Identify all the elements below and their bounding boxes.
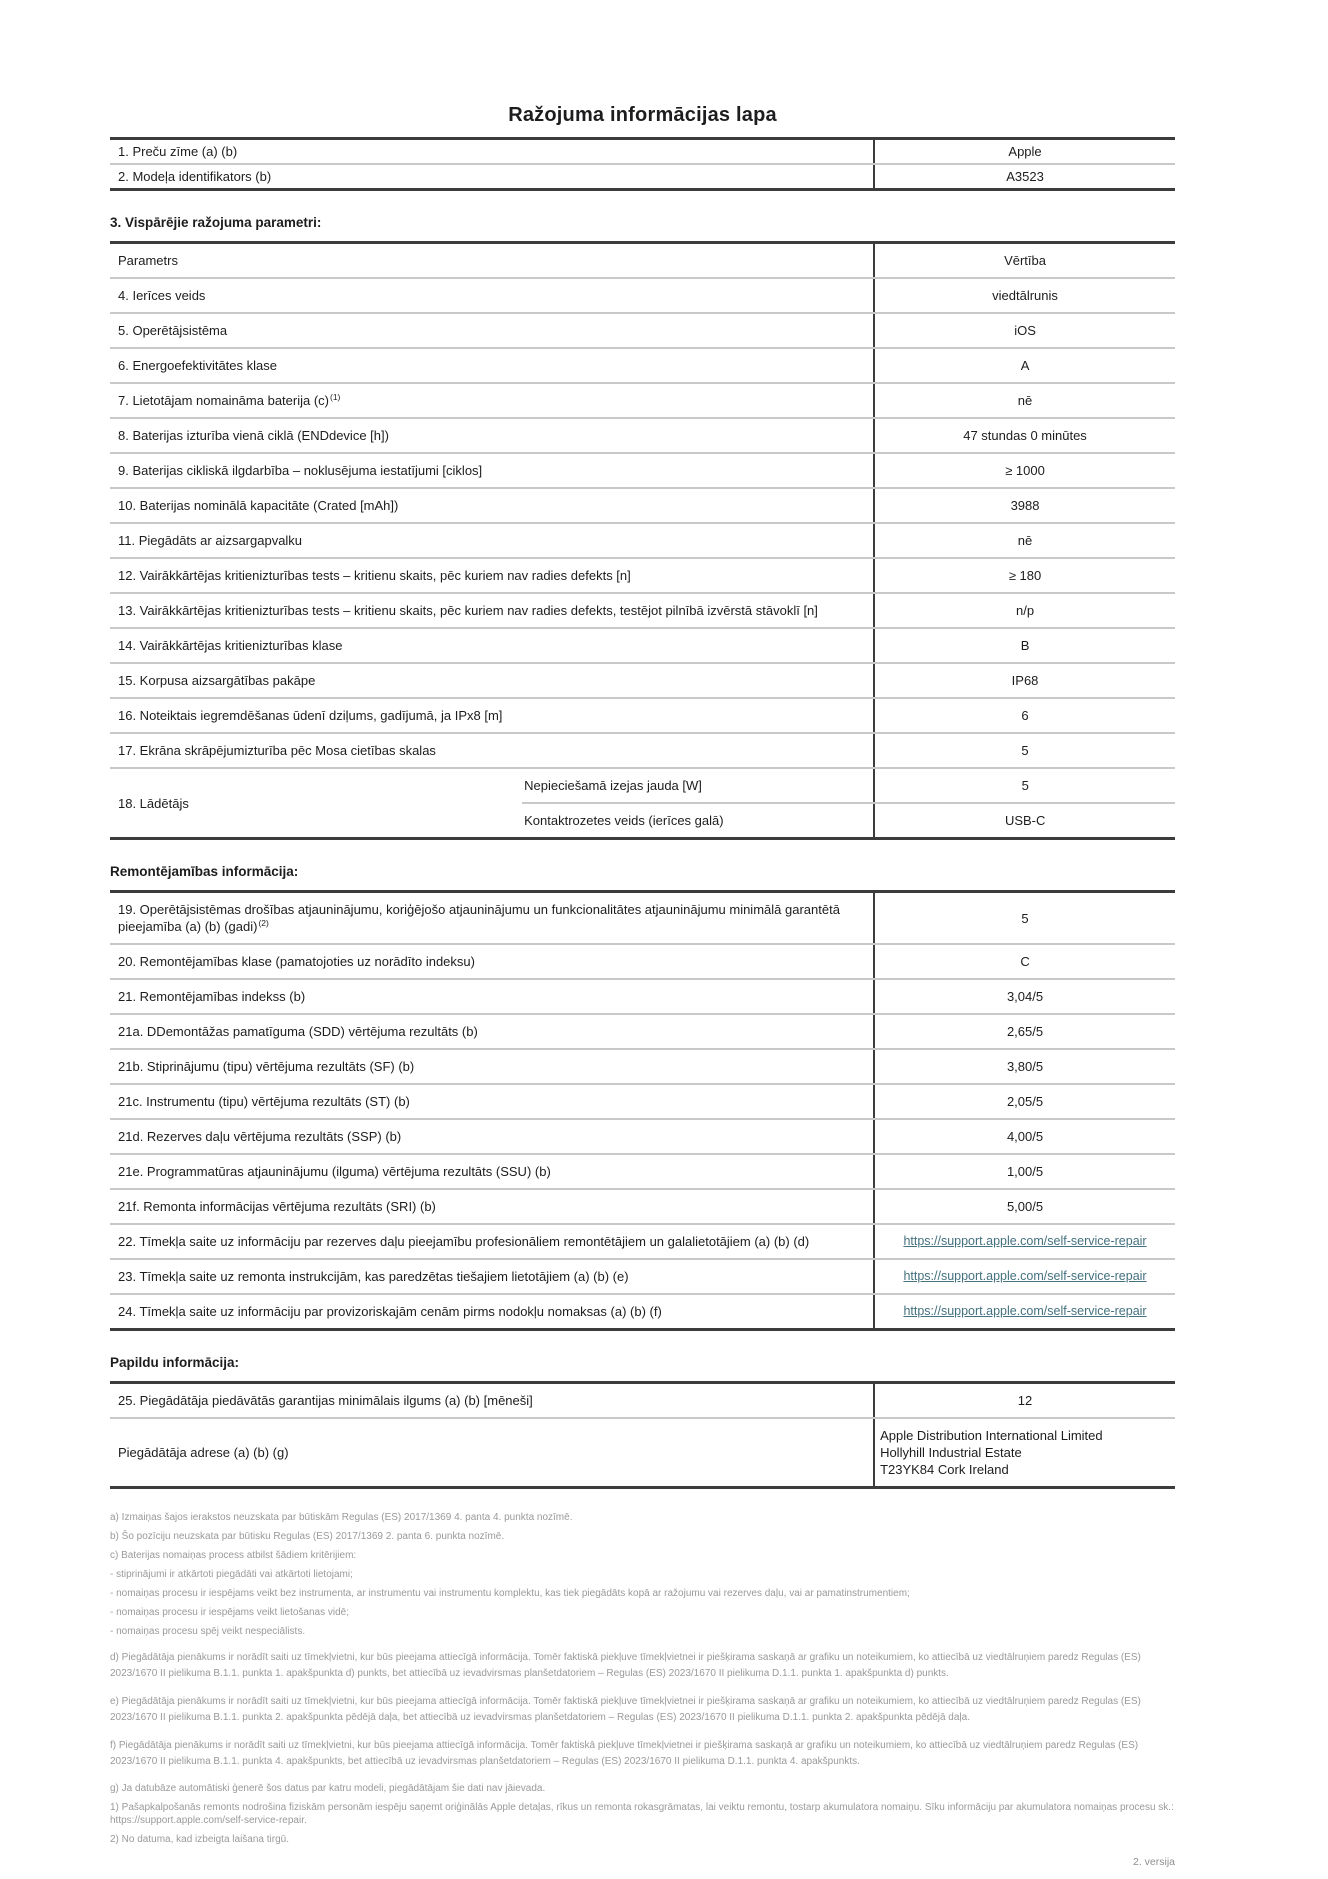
row-label: 20. Remontējamības klase (pamatojoties uz norādīto indeksu) <box>118 954 475 969</box>
footnote-line: 1) Pašapkalpošanās remonts nodrošina fiziskām personām iespēju saņemt oriģinālās Apple detaļas, rīkus un remonta rokasgrāmatas, lai veiktu remontu, tostarp akumulatora nomaiņu. Sīku informāciju par akumulatora nomaiņas procesu sk.: https://support.apple.com/self-service-repair. <box>110 1802 1174 1826</box>
table-row <box>110 697 1175 732</box>
table-row <box>110 1258 1175 1293</box>
footnote-line: e) Piegādātāja pienākums ir norādīt saiti uz tīmekļvietni, kur būs pieejama attiecīgā informācija. Tomēr faktiskā piekļuve tīmekļvietnei ir piešķirama saskaņā ar grafiku un noteikumiem, ko attiecībā uz viedtālruņiem paredz Regulas (ES) 2023/1670 II pielikuma B.1.1. punkta 2. apakšpunkta pēdējā daļa, bet attiecībā uz ievadvirsmas planšetdatoriem – Regulas (ES) 2023/1670 II pielikuma D.1.1. punkta 2. apakšpunkta pēdējā daļa. <box>110 1696 1141 1723</box>
table-row <box>110 347 1175 382</box>
additional-info-table <box>110 1381 1175 1489</box>
footnote-line: b) Šo pozīciju neuzskata par būtisku Regulas (ES) 2017/1369 2. panta 6. punkta nozīmē. <box>110 1531 505 1542</box>
address-line: Hollyhill Industrial Estate <box>880 1445 1022 1460</box>
table-row <box>110 1013 1175 1048</box>
footnotes <box>110 1511 1175 1846</box>
row-label-cell <box>110 1120 873 1153</box>
row-value-cell: IP68 <box>873 664 1175 697</box>
support-link[interactable]: https://support.apple.com/self-service-repair <box>903 1269 1147 1283</box>
footnote-line: f) Piegādātāja pienākums ir norādīt saiti uz tīmekļvietni, kur būs pieejama attiecīgā informācija. Tomēr faktiskā piekļuve tīmekļvietnei ir piešķirama saskaņā ar grafiku un noteikumiem, ko attiecībā uz viedtālruņiem paredz Regulas (ES) 2023/1670 II pielikuma B.1.1. punkta 4. apakšpunkts, bet attiecībā uz ievadvirsmas planšetdatoriem – Regulas (ES) 2023/1670 II pielikuma D.1.1. punkta 4. apakšpunkts. <box>110 1740 1139 1767</box>
row-label: 19. Operētājsistēmas drošības atjauninājumu, koriģējošo atjauninājumu un funkcionalitātes atjauninājumu minimālā garantētā pieejamība (a) (b) (gadi)$^{(2)}$ <box>118 902 840 934</box>
row-label: 16. Noteiktais iegremdēšanas ūdenī dziļums, gadījumā, ja IPx8 [m] <box>118 708 503 723</box>
general-parameters-table <box>110 241 1175 840</box>
table-row <box>110 1223 1175 1258</box>
product-info-sheet <box>110 0 1175 1868</box>
row-label: 7. Lietotājam nomaināma baterija (c)$^{(1)}$ <box>118 391 341 408</box>
row-label-cell <box>110 524 873 557</box>
row-label-cell <box>110 1419 873 1486</box>
footnote-line: - stiprinājumi ir atkārtoti piegādāti vai atkārtoti lietojami; <box>110 1569 353 1580</box>
footnote-line: a) Izmaiņas šajos ierakstos neuzskata par būtiskām Regulas (ES) 2017/1369 4. panta 4. punkta nozīmē. <box>110 1512 573 1523</box>
row-label-cell <box>110 1295 873 1328</box>
repairability-table <box>110 890 1175 1331</box>
row-label: 25. Piegādātāja piedāvātās garantijas minimālais ilgums (a) (b) [mēneši] <box>118 1393 533 1408</box>
row-label-cell <box>110 893 873 943</box>
table-row <box>110 1293 1175 1328</box>
row-label-cell <box>110 419 873 452</box>
identification-table <box>110 137 1175 191</box>
table-row <box>110 732 1175 767</box>
row-label-cell <box>110 1085 873 1118</box>
row-label-cell <box>110 1260 873 1293</box>
row-label-cell <box>110 629 873 662</box>
table-row <box>110 1048 1175 1083</box>
footnote-line: - nomaiņas procesu ir iespējams veikt lietošanas vidē; <box>110 1607 349 1618</box>
row-label: 5. Operētājsistēma <box>118 323 228 338</box>
section-heading-repair: Remontējamības informācija: <box>110 864 299 879</box>
footnote-line: g) Ja datubāze automātiski ģenerē šos datus par katru modeli, piegādātājam šie dati nav jāievada. <box>110 1783 546 1794</box>
row-value-cell: viedtālrunis <box>873 279 1175 312</box>
row-label: 22. Tīmekļa saite uz informāciju par rezerves daļu pieejamību profesionāliem remontētājiem un galalietotājiem (a) (b) (d) <box>118 1234 810 1249</box>
table-row <box>110 1417 1175 1486</box>
row-label-cell <box>110 664 873 697</box>
row-label: 6. Energoefektivitātes klase <box>118 358 277 373</box>
row-label: 15. Korpusa aizsargātības pakāpe <box>118 673 316 688</box>
row-value-cell: 3,04/5 <box>873 980 1175 1013</box>
column-header-param: Parametrs <box>118 253 178 268</box>
row-label: 21a. DDemontāžas pamatīguma (SDD) vērtējuma rezultāts (b) <box>118 1024 478 1039</box>
row-label-cell <box>110 980 873 1013</box>
footnote-line: d) Piegādātāja pienākums ir norādīt saiti uz tīmekļvietni, kur būs pieejama attiecīgā informācija. Tomēr faktiskā piekļuve tīmekļvietnei ir piešķirama saskaņā ar grafiku un noteikumiem, ko attiecībā uz viedtālruņiem paredz Regulas (ES) 2023/1670 II pielikuma B.1.1. punkta 1. apakšpunkta d) punkts, bet attiecībā uz ievadvirsmas planšetdatoriem – Regulas (ES) 2023/1670 II pielikuma D.1.1. punkta 1. apakšpunkta d) punkts. <box>110 1652 1141 1679</box>
row-label-cell <box>110 1015 873 1048</box>
footnote-line: - nomaiņas procesu spēj veikt nespeciālists. <box>110 1626 306 1637</box>
row-label: 23. Tīmekļa saite uz remonta instrukcijām, kas paredzētas tiešajiem lietotājiem (a) (b) (e) <box>118 1269 629 1284</box>
charger-subgrid <box>522 769 1175 837</box>
row-label-cell <box>110 1384 873 1417</box>
row-label-cell <box>110 279 873 312</box>
row-label-cell <box>110 594 873 627</box>
row-value-cell: 3,80/5 <box>873 1050 1175 1083</box>
row-value-cell: nē <box>873 524 1175 557</box>
row-value-cell: 4,00/5 <box>873 1120 1175 1153</box>
table-row <box>110 893 1175 943</box>
table-row <box>110 277 1175 312</box>
support-link[interactable]: https://support.apple.com/self-service-repair <box>903 1304 1147 1318</box>
row-label: 13. Vairākkārtējas kritienizturības tests – kritienu skaits, pēc kuriem nav radies defekts, testējot pilnībā izvērstā stāvoklī [n] <box>118 603 818 618</box>
row-label: Piegādātāja adrese (a) (b) (g) <box>118 1445 289 1460</box>
table-row <box>110 1083 1175 1118</box>
section-heading-general: 3. Vispārējie ražojuma parametri: <box>110 215 322 230</box>
row-value-cell: 6 <box>873 699 1175 732</box>
table-row <box>110 522 1175 557</box>
row-value-cell: nē <box>873 384 1175 417</box>
row-label-cell <box>110 140 873 163</box>
row-label-cell <box>110 1225 873 1258</box>
row-value-cell: 47 stundas 0 minūtes <box>873 419 1175 452</box>
row-label: 11. Piegādāts ar aizsargapvalku <box>118 533 303 548</box>
table-row <box>110 163 1175 188</box>
table-row <box>110 417 1175 452</box>
table-row <box>110 140 1175 163</box>
row-label: 9. Baterijas cikliskā ilgdarbība – noklusējuma iestatījumi [ciklos] <box>118 463 483 478</box>
table-row <box>110 627 1175 662</box>
row-label: 4. Ierīces veids <box>118 288 206 303</box>
row-label-cell <box>110 1050 873 1083</box>
version-note: 2. versija <box>1132 1856 1175 1868</box>
row-label: 21. Remontējamības indekss (b) <box>118 989 306 1004</box>
row-label: 12. Vairākkārtējas kritienizturības tests – kritienu skaits, pēc kuriem nav radies defekts [n] <box>118 568 631 583</box>
table-row <box>110 1188 1175 1223</box>
row-value-cell: n/p <box>873 594 1175 627</box>
row-value-cell: 12 <box>873 1384 1175 1417</box>
table-row <box>110 767 1175 837</box>
row-label: 24. Tīmekļa saite uz informāciju par provizoriskajām cenām pirms nodokļu nomaksas (a) (b) (f) <box>118 1304 662 1319</box>
row-label: 21e. Programmatūras atjauninājumu (ilguma) vērtējuma rezultāts (SSU) (b) <box>118 1164 551 1179</box>
row-label: 18. Lādētājs <box>118 795 189 811</box>
footnote-line: c) Baterijas nomaiņas process atbilst šādiem kritērijiem: <box>110 1550 357 1561</box>
row-label: 21d. Rezerves daļu vērtējuma rezultāts (SSP) (b) <box>118 1129 402 1144</box>
row-label-cell <box>110 559 873 592</box>
row-value-cell: 5 <box>873 734 1175 767</box>
row-label: 21c. Instrumentu (tipu) vērtējuma rezultāts (ST) (b) <box>118 1094 410 1109</box>
column-header-value: Vērtība <box>873 244 1175 277</box>
row-label: 14. Vairākkārtējas kritienizturības klase <box>118 638 343 653</box>
row-value-cell: 5,00/5 <box>873 1190 1175 1223</box>
table-row <box>110 592 1175 627</box>
footnote-marker: (2) <box>258 917 269 928</box>
table-row <box>110 1153 1175 1188</box>
row-label: 10. Baterijas nominālā kapacitāte (Crated [mAh]) <box>118 498 399 513</box>
table-row <box>110 557 1175 592</box>
subrow-value: USB-C <box>873 804 1175 837</box>
row-value-cell: A3523 <box>873 165 1175 188</box>
section-heading-additional: Papildu informācija: <box>110 1355 240 1370</box>
subrow-value: 5 <box>873 769 1175 802</box>
table-subrow <box>522 769 1175 802</box>
row-label-cell <box>110 945 873 978</box>
footnote-marker: (1) <box>330 391 341 402</box>
row-label-cell <box>110 1190 873 1223</box>
row-value-cell: B <box>873 629 1175 662</box>
row-value-cell <box>873 1419 1175 1486</box>
row-label-cell <box>110 489 873 522</box>
row-value-cell: 3988 <box>873 489 1175 522</box>
table-row <box>110 943 1175 978</box>
table-row <box>110 382 1175 417</box>
table-row <box>110 978 1175 1013</box>
row-value-cell: ≥ 1000 <box>873 454 1175 487</box>
row-label-cell <box>110 769 522 837</box>
row-value-cell: 1,00/5 <box>873 1155 1175 1188</box>
support-link[interactable]: https://support.apple.com/self-service-repair <box>903 1234 1147 1248</box>
row-label-cell <box>110 314 873 347</box>
row-label: 8. Baterijas izturība vienā ciklā (ENDdevice [h]) <box>118 428 389 443</box>
page-title: Ražojuma informācijas lapa <box>508 104 777 126</box>
table-row <box>110 312 1175 347</box>
row-label: 17. Ekrāna skrāpējumizturība pēc Mosa cietības skalas <box>118 743 436 758</box>
row-value-cell: 5 <box>873 893 1175 943</box>
row-label: 21f. Remonta informācijas vērtējuma rezultāts (SRI) (b) <box>118 1199 436 1214</box>
footnote-line: - nomaiņas procesu ir iespējams veikt bez instrumenta, ar instrumentu vai instrumentu komplektu, kas tiek piegādāts kopā ar ražojumu vai rezerves daļu, vai ar pamatinstrumentiem; <box>110 1588 910 1599</box>
row-label: 2. Modeļa identifikators (b) <box>118 169 272 184</box>
row-label-cell <box>110 1155 873 1188</box>
table-row <box>110 1384 1175 1417</box>
row-label-cell <box>110 734 873 767</box>
row-value-cell <box>873 1260 1175 1293</box>
row-value-cell: C <box>873 945 1175 978</box>
row-value-cell: ≥ 180 <box>873 559 1175 592</box>
row-value-cell <box>873 1225 1175 1258</box>
subrow-label: Kontaktrozetes veids (ierīces galā) <box>524 813 724 828</box>
row-label: 1. Preču zīme (a) (b) <box>118 144 238 159</box>
row-value-cell: 2,65/5 <box>873 1015 1175 1048</box>
table-row <box>110 662 1175 697</box>
subrow-label: Nepieciešamā izejas jauda [W] <box>524 778 702 793</box>
table-header-row <box>110 244 1175 277</box>
row-label-cell <box>110 699 873 732</box>
address-line: T23YK84 Cork Ireland <box>880 1462 1009 1477</box>
row-value-cell: A <box>873 349 1175 382</box>
address-line: Apple Distribution International Limited <box>880 1428 1103 1443</box>
row-value-cell: iOS <box>873 314 1175 347</box>
table-row <box>110 487 1175 522</box>
row-label-cell <box>110 349 873 382</box>
row-label: 21b. Stiprinājumu (tipu) vērtējuma rezultāts (SF) (b) <box>118 1059 415 1074</box>
row-label-cell <box>110 384 873 417</box>
table-subrow <box>522 802 1175 837</box>
footnote-line: 2) No datuma, kad izbeigta laišana tirgū. <box>110 1834 289 1845</box>
row-value-cell: Apple <box>873 140 1175 163</box>
row-value-cell <box>873 1295 1175 1328</box>
row-label-cell <box>110 454 873 487</box>
table-row <box>110 1118 1175 1153</box>
row-label-cell <box>110 165 873 188</box>
row-value-cell: 2,05/5 <box>873 1085 1175 1118</box>
table-row <box>110 452 1175 487</box>
